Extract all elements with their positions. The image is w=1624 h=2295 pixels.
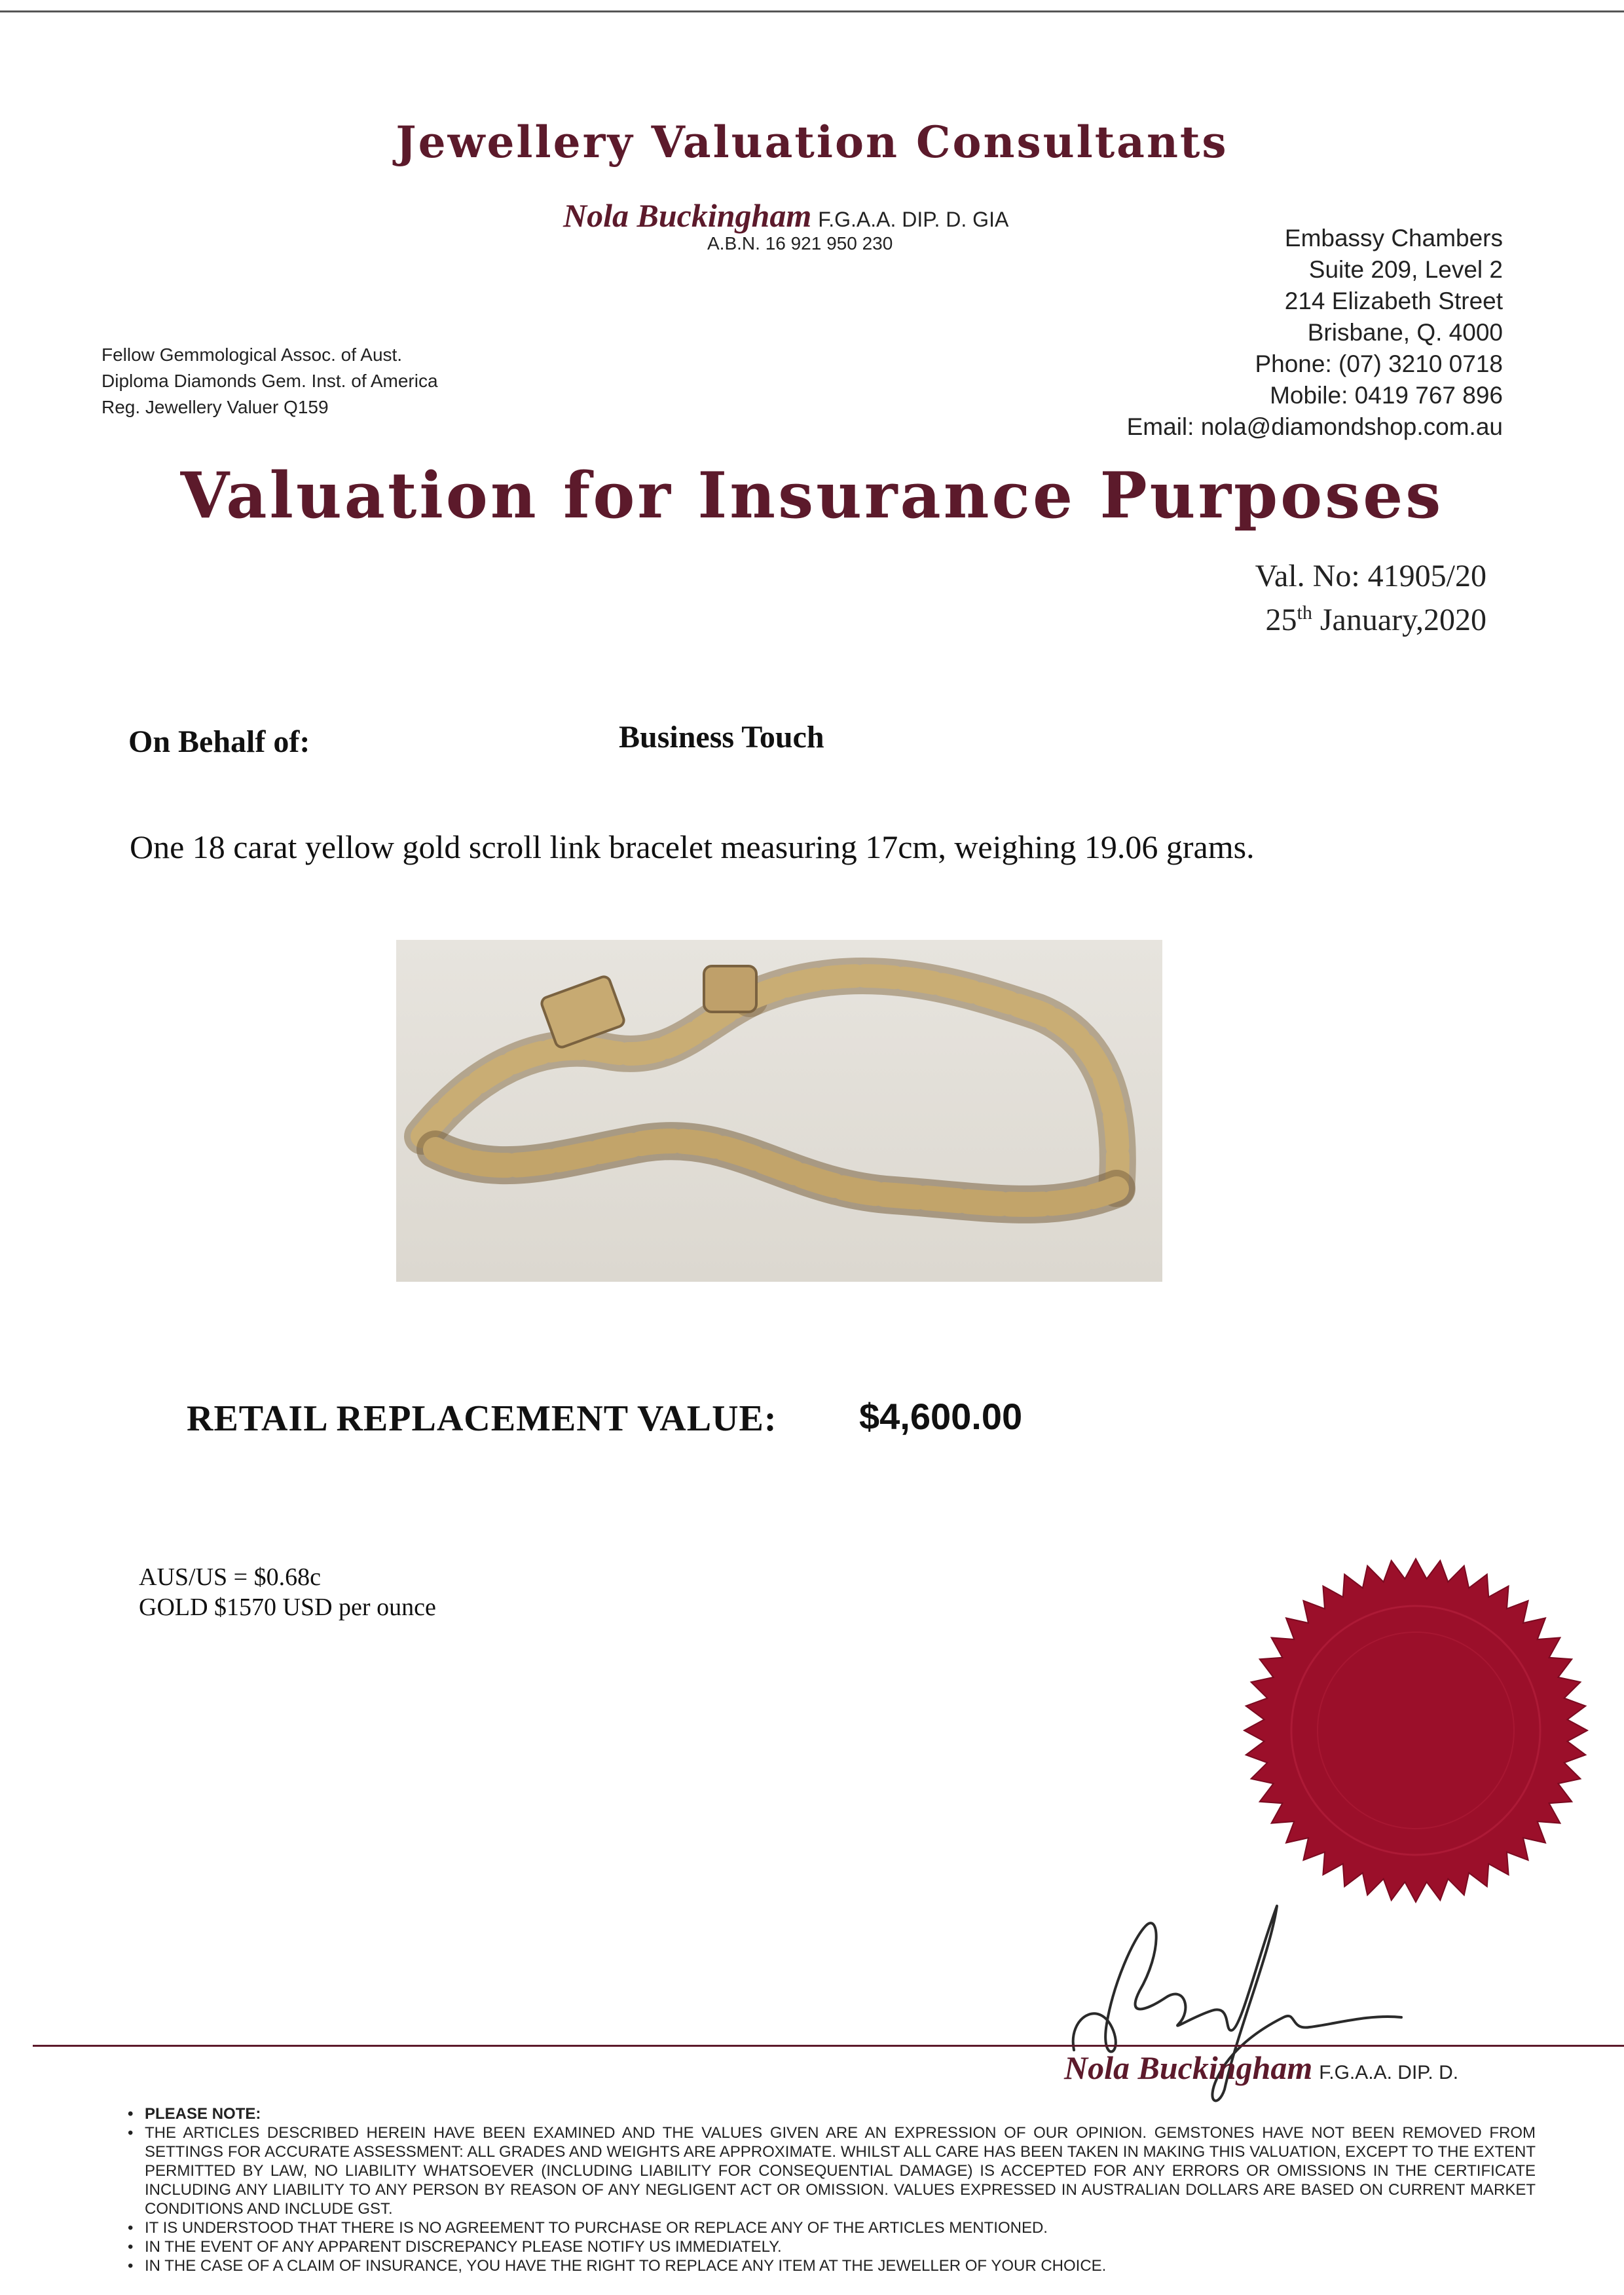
gold-price: GOLD $1570 USD per ounce [139, 1594, 436, 1621]
wax-seal-icon [1241, 1556, 1591, 1906]
valuation-date: 25th January,2020 [1265, 602, 1486, 637]
address-line: 214 Elizabeth Street [1284, 288, 1503, 314]
address-line: Embassy Chambers [1284, 225, 1503, 252]
signatory [1064, 2049, 1458, 2087]
signatory-credentials: F.G.A.A. DIP. D. [1319, 2062, 1459, 2083]
qualification-line: Diploma Diamonds Gem. Inst. of America [101, 371, 438, 391]
mobile: Mobile: 0419 767 896 [1270, 382, 1503, 409]
qualification-line: Reg. Jewellery Valuer Q159 [101, 397, 329, 417]
document-title: Valuation for Insurance Purposes [180, 458, 1444, 532]
note-item: • IT IS UNDERSTOOD THAT THERE IS NO AGREEMENT TO PURCHASE OR REPLACE ANY OF THE ARTICLES MENTIONED. [128, 2218, 1536, 2237]
firm-name: Jewellery Valuation Consultants [396, 117, 1228, 168]
phone: Phone: (07) 3210 0718 [1255, 350, 1503, 377]
bracelet-photo [396, 940, 1162, 1282]
client-name: Business Touch [619, 720, 824, 755]
rates-block [139, 1562, 436, 1622]
notes-heading: • PLEASE NOTE: [128, 2104, 1536, 2123]
on-behalf-label: On Behalf of: [128, 724, 310, 759]
address-line: Suite 209, Level 2 [1308, 256, 1503, 283]
item-description: One 18 carat yellow gold scroll link bracelet measuring 17cm, weighing 19.06 grams. [130, 829, 1255, 865]
qualifications [101, 342, 438, 420]
qualification-line: Fellow Gemmological Assoc. of Aust. [101, 345, 403, 365]
valuation-reference [982, 558, 1486, 639]
signatory-name: Nola Buckingham [1064, 2049, 1313, 2086]
top-border [0, 10, 1624, 12]
signature-rule [33, 2045, 1624, 2047]
retail-value-amount: $4,600.00 [859, 1396, 1023, 1437]
valuer-line [563, 196, 1008, 234]
address-block [995, 223, 1503, 443]
valuation-number: Val. No: 41905/20 [1255, 559, 1486, 593]
abn: A.B.N. 16 921 950 230 [707, 233, 893, 253]
note-item: • IN THE CASE OF A CLAIM OF INSURANCE, YOU HAVE THE RIGHT TO REPLACE ANY ITEM AT THE JEWELLER OF YOUR CHOICE. [128, 2256, 1536, 2275]
address-line: Brisbane, Q. 4000 [1307, 319, 1503, 346]
retail-value-label: RETAIL REPLACEMENT VALUE: [187, 1398, 777, 1439]
valuer-credentials: F.G.A.A. DIP. D. GIA [818, 208, 1009, 231]
exchange-rate: AUS/US = $0.68c [139, 1563, 321, 1591]
valuer-name: Nola Buckingham [563, 197, 812, 234]
note-item: • THE ARTICLES DESCRIBED HEREIN HAVE BEEN EXAMINED AND THE VALUES GIVEN ARE AN EXPRESSION OF OUR OPINION. GEMSTONES HAVE NOT BEEN REMOVED FROM SETTINGS FOR ACCURATE ASSESSMENT: ALL GRADES AND WEIGHTS ARE APPROXIMATE. WHILST ALL CARE HAS BEEN TAKEN IN MAKING THIS VALUATION, EXCEPT TO THE EXTENT PERMITTED BY LAW, NO LIABILITY WHATSOEVER (INCLUDING LIABILITY FOR CONSEQUENTIAL DAMAGE) IS ACCEPTED FOR ANY ERRORS OR OMISSIONS IN THE CERTIFICATE INCLUDING ANY LIABILITY TO ANY PERSON BY REASON OF ANY NEGLIGENT ACT OR OMISSION. VALUES EXPRESSED IN AUSTRALIAN DOLLARS ARE BASED ON CURRENT MARKET CONDITIONS AND INCLUDE GST. [128, 2123, 1536, 2218]
note-item: • IN THE EVENT OF ANY APPARENT DISCREPANCY PLEASE NOTIFY US IMMEDIATELY. [128, 2237, 1536, 2256]
disclaimer-notes [128, 2104, 1536, 2275]
email: Email: nola@diamondshop.com.au [1126, 413, 1503, 440]
bracelet-illustration [396, 940, 1162, 1282]
